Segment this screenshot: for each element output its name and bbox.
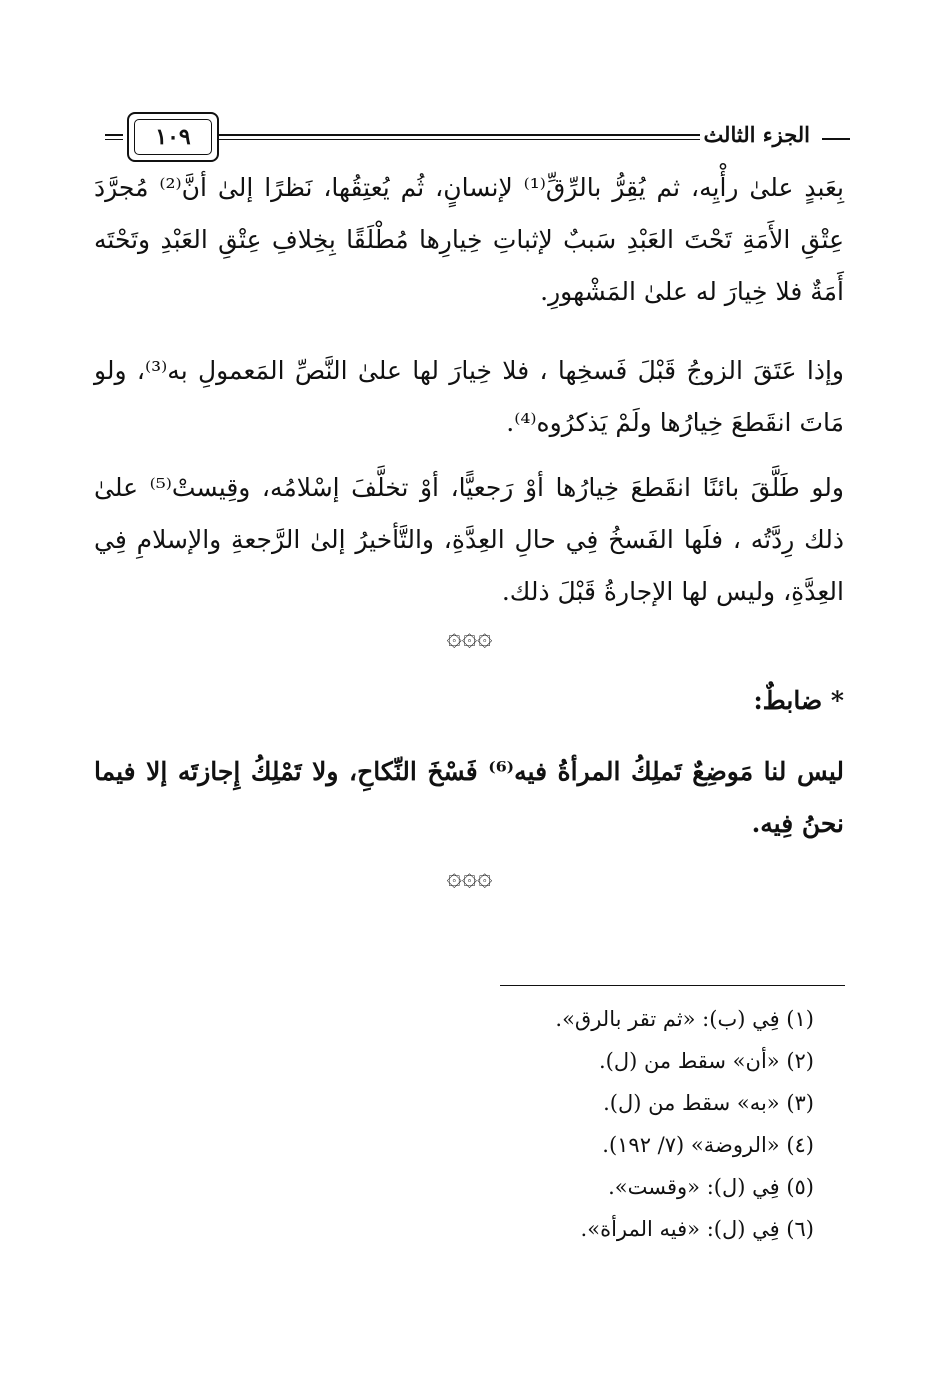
paragraph-1: بِعَبدٍ علىٰ رأْيِه، ثم يُقِرُّ بالرِّقِّ⁽¹⁾ لإنسانٍ، ثُم يُعتِقُها، نَظرًا إلىٰ أنَّ⁽²⁾ مُجرَّدَ عِتْقِ الأَمَةِ تَحْتَ العَبْدِ سَببٌ لإثباتِ خِيارِها مُطْلَقًا بِخِلافِ عِتْقِ العَبْدِ وتَحْتَه أَمَةٌ فلا خِيارَ له علىٰ المَشْهورِ. xyxy=(94,173,845,306)
rule-text: ليس لنا مَوضِعٌ تَملِكُ المرأةُ فيه⁽⁶⁾ فَسْخَ النِّكاحِ، ولا تَمْلِكُ إِجازتَه إلا فيما نحنُ فِيه. xyxy=(94,757,845,838)
footnote-2: (٢) «أن» سقط من (ل). xyxy=(598,1049,814,1073)
page-number-frame xyxy=(127,112,219,162)
header-rule-left xyxy=(105,134,123,140)
page-header xyxy=(105,112,850,162)
footnote-3: (٣) «به» سقط من (ل). xyxy=(603,1091,814,1115)
footnote-separator xyxy=(500,985,845,986)
rule-heading: * ضابطٌ: xyxy=(753,686,844,715)
page-number: ١٠٩ xyxy=(134,119,212,155)
footnotes-list xyxy=(414,998,814,1250)
footnote-1: (١) فِي (ب): «ثم تقر بالرق». xyxy=(555,1007,814,1031)
header-rule-middle xyxy=(217,134,700,140)
footnote-6: (٦) فِي (ل): «فيه المرأة». xyxy=(580,1217,814,1241)
header-rule-right xyxy=(822,138,850,140)
paragraph-3: ولو طَلَّقَ بائنًا انقَطعَ خِيارُها أوْ رَجعيًّا، أوْ تخلَّفَ إسْلامُه، وقِيستْ⁽⁵⁾ علىٰ ذلك رِدَّتُه ، فلَها الفَسخُ فِي حالِ العِدَّةِ، والتَّأخيرُ إلىٰ الرَّجعةِ والإسلامِ فِي العِدَّةِ، وليس لها الإجارةُ قَبْلَ ذلك. xyxy=(94,473,844,606)
footnote-4: (٤) «الروضة» (٧/ ١٩٢). xyxy=(602,1133,814,1157)
volume-title: الجزء الثالث xyxy=(703,122,810,147)
paragraph-2: وإذا عَتَقَ الزوجُ قَبْلَ فَسخِها ، فلا خِيارَ لها علىٰ النَّصِّ المَعمولِ به⁽³⁾، ولو مَاتَ انقَطعَ خِيارُها ولَمْ يَذكرُوه⁽⁴⁾. xyxy=(94,356,844,437)
footnote-5: (٥) فِي (ل): «وقست». xyxy=(608,1175,814,1199)
section-ornament-2: ۞۞۞ xyxy=(446,862,493,892)
section-ornament-1: ۞۞۞ xyxy=(446,622,493,652)
